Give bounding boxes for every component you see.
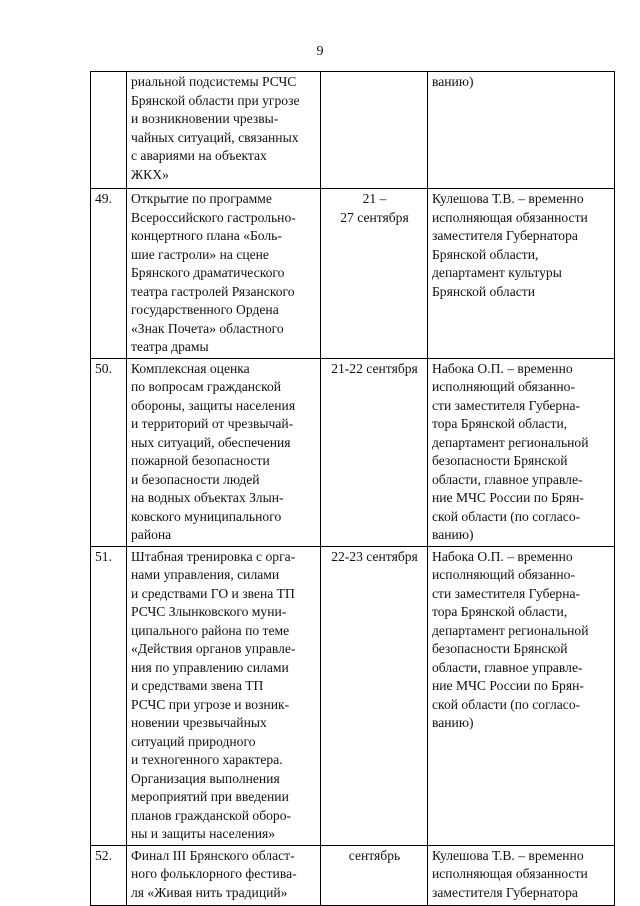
row-number: 52.	[91, 845, 127, 905]
event-cell-line: по вопросам гражданской	[131, 379, 282, 394]
event-cell-line: нами управления, силами	[131, 567, 280, 582]
event-cell-line: концертного плана «Боль-	[131, 228, 282, 243]
schedule-body	[91, 72, 615, 906]
row-number: 51.	[91, 546, 127, 845]
event-cell-line: ципального района по теме	[131, 622, 290, 638]
event-cell-line: и безопасности людей	[131, 471, 260, 487]
responsible-cell	[428, 358, 615, 546]
responsible-cell-line: Кулешова Т.В. – временно	[432, 191, 584, 206]
event-cell-line: ЖКХ»	[131, 166, 169, 182]
date-cell	[321, 845, 428, 905]
table-row	[91, 845, 615, 905]
responsible-cell-line: области, главное управле-	[432, 659, 583, 675]
event-cell-line: Финал III Брянского област-	[131, 847, 295, 863]
responsible-cell-line: ванию)	[432, 527, 474, 542]
event-cell-line: «Знак Почета» областного	[131, 320, 284, 336]
schedule-table	[90, 71, 615, 906]
event-cell-line: Брянского драматического	[131, 265, 285, 280]
responsible-cell-line: Кулешова Т.В. – временно	[432, 847, 584, 863]
event-cell	[127, 72, 321, 189]
responsible-cell-line: исполняющая обязанности	[432, 866, 588, 881]
date-cell-line: 21-22 сентября	[331, 360, 418, 376]
event-cell-line: и средствами ГО и звена ТП	[131, 585, 295, 601]
event-cell-line: и возникновении чрезвы-	[131, 111, 279, 126]
date-cell-line: сентябрь	[348, 847, 401, 863]
responsible-cell-line: заместителя Губернатора	[432, 884, 578, 900]
date-cell	[321, 358, 428, 546]
responsible-cell-line: тора Брянской области,	[432, 416, 568, 431]
event-cell-line: пожарной безопасности	[131, 453, 270, 468]
event-cell-line: ны и защиты населения»	[131, 826, 276, 841]
event-cell-line: планов гражданской оборо-	[131, 807, 292, 823]
responsible-cell-line: исполняющая обязанности	[432, 209, 588, 225]
responsible-cell-line: безопасности Брянской	[432, 641, 568, 656]
row-number: 50.	[91, 358, 127, 546]
event-cell-line: на водных объектах Злын-	[131, 490, 284, 505]
event-cell-line: новении чрезвычайных	[131, 715, 267, 730]
responsible-cell	[428, 845, 615, 905]
event-cell-line: государственного Ордена	[131, 302, 279, 317]
date-cell-line: 27 сентября	[340, 209, 409, 225]
table-row	[91, 189, 615, 359]
responsible-cell	[428, 546, 615, 845]
event-cell-line: ного фольклорного фестива-	[131, 866, 297, 881]
responsible-cell-line: сти заместителя Губерна-	[432, 397, 581, 413]
event-cell-line: ковского муниципального	[131, 508, 282, 524]
event-cell-line: района	[131, 527, 172, 542]
date-cell-line: 21 –	[362, 191, 387, 206]
responsible-cell-line: безопасности Брянской	[432, 453, 568, 468]
event-cell-line: Комплексная оценка	[131, 360, 250, 376]
event-cell	[127, 845, 321, 905]
event-cell	[127, 546, 321, 845]
event-cell-line: театра драмы	[131, 339, 209, 354]
event-cell-line: ситуаций природного	[131, 733, 256, 749]
responsible-cell-line: области, главное управле-	[432, 471, 583, 487]
event-cell-line: с авариями на объектах	[131, 148, 267, 163]
responsible-cell-line: ние МЧС России по Брян-	[432, 490, 584, 505]
responsible-cell-line: Набока О.П. – временно	[432, 548, 573, 564]
event-cell	[127, 189, 321, 359]
event-cell-line: обороны, защиты населения	[131, 397, 296, 413]
row-number	[91, 72, 127, 189]
table-row	[91, 546, 615, 845]
responsible-cell-line: ской области (по согласо-	[432, 696, 581, 712]
responsible-cell-line: департамент региональной	[432, 622, 589, 638]
event-cell-line: Открытие по программе	[131, 191, 272, 206]
responsible-cell-line: исполняющий обязанно-	[432, 567, 575, 582]
responsible-cell-line: ние МЧС России по Брян-	[432, 678, 584, 693]
event-cell-line: ния по управлению силами	[131, 659, 289, 675]
event-cell-line: риальной подсистемы РСЧС	[131, 74, 297, 89]
table-row	[91, 358, 615, 546]
event-cell	[127, 358, 321, 546]
event-cell-line: и средствами звена ТП	[131, 678, 264, 693]
event-cell-line: и территорий от чрезвычай-	[131, 416, 294, 431]
page-number: 9	[316, 44, 324, 59]
event-cell-line: Организация выполнения	[131, 770, 280, 786]
event-cell-line: чайных ситуаций, связанных	[131, 129, 299, 145]
responsible-cell-line: ванию)	[432, 715, 474, 730]
event-cell-line: РСЧС при угрозе и возник-	[131, 696, 290, 712]
responsible-cell-line: ванию)	[432, 74, 474, 89]
date-cell	[321, 189, 428, 359]
responsible-cell-line: Набока О.П. – временно	[432, 360, 573, 376]
row-number: 49.	[91, 189, 127, 359]
responsible-cell-line: Брянской области,	[432, 246, 539, 262]
responsible-cell-line: ской области (по согласо-	[432, 508, 581, 524]
responsible-cell-line: департамент региональной	[432, 434, 589, 450]
responsible-cell-line: Брянской области	[432, 283, 535, 299]
date-cell	[321, 546, 428, 845]
event-cell-line: театра гастролей Рязанского	[131, 283, 295, 299]
event-cell-line: РСЧС Злынковского муни-	[131, 604, 287, 619]
responsible-cell	[428, 72, 615, 189]
date-cell-line: 22-23 сентября	[331, 548, 418, 564]
responsible-cell-line: департамент культуры	[432, 265, 562, 280]
responsible-cell-line: сти заместителя Губерна-	[432, 585, 581, 601]
responsible-cell-line: заместителя Губернатора	[432, 228, 578, 243]
date-cell	[321, 72, 428, 189]
event-cell-line: шие гастроли» на сцене	[131, 246, 269, 262]
event-cell-line: ных ситуаций, обеспечения	[131, 434, 291, 450]
responsible-cell	[428, 189, 615, 359]
responsible-cell-line: тора Брянской области,	[432, 604, 568, 619]
responsible-cell-line: исполняющий обязанно-	[432, 379, 575, 394]
event-cell-line: «Действия органов управле-	[131, 641, 296, 656]
table-row	[91, 72, 615, 189]
event-cell-line: Брянской области при угрозе	[131, 92, 300, 108]
event-cell-line: ля «Живая нить традиций»	[131, 884, 288, 900]
event-cell-line: и техногенного характера.	[131, 752, 283, 767]
event-cell-line: Всероссийского гастрольно-	[131, 209, 296, 225]
event-cell-line: мероприятий при введении	[131, 789, 289, 804]
event-cell-line: Штабная тренировка с орга-	[131, 548, 296, 564]
